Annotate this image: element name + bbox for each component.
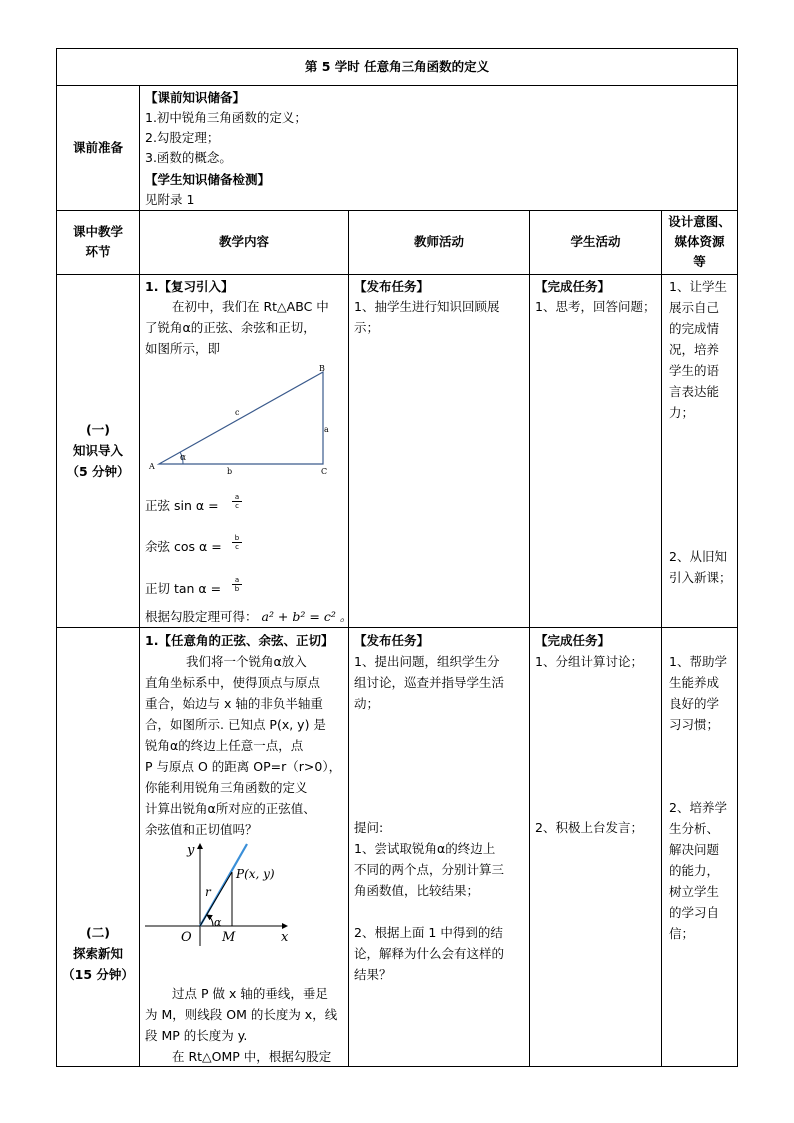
design-line: 生分析、 [669, 821, 720, 836]
content-heading: 1.【任意角的正弦、余弦、正切】 [145, 633, 334, 648]
content-line: 锐角α的终边上任意一点，点 [145, 738, 304, 753]
table-border-left [56, 48, 57, 1067]
vertex-c-label: C [321, 467, 328, 474]
fraction-numerator: b [234, 534, 240, 542]
vertex-b-label: B [319, 364, 325, 373]
content-line: 计算出锐角α所对应的正弦值、 [145, 801, 316, 816]
design-line: 习习惯； [669, 717, 720, 732]
pythagoras-line [145, 607, 352, 627]
design-line: 的完成情 [669, 321, 720, 336]
column-divider [529, 210, 530, 1067]
prep-item: 1.初中锐角三角函数的定义； [145, 110, 307, 125]
fraction-denominator: c [232, 542, 242, 551]
header-student: 学生活动 [570, 234, 621, 249]
stage-label: （5 分钟） [66, 464, 130, 479]
teacher-line: 组讨论，巡查并指导学生活 [354, 675, 505, 690]
design-line: 言表达能 [669, 384, 720, 399]
prep-item: 2.勾股定理； [145, 130, 220, 145]
table-border-right [737, 48, 738, 1067]
content-line: 段 MP 的长度为 y. [145, 1028, 248, 1043]
teacher-line: 2、根据上面 1 中得到的结 [354, 925, 503, 940]
header-design: 设计意图、 [668, 214, 731, 229]
angle-alpha-label: α [214, 916, 222, 929]
design-line: 学生的语 [669, 363, 720, 378]
coordinate-diagram [143, 838, 348, 950]
y-axis-label: y [187, 843, 195, 858]
student-heading: 【完成任务】 [535, 279, 611, 294]
origin-label: O [181, 930, 192, 945]
fraction-numerator: a [234, 493, 240, 501]
stage-label: (一) [86, 422, 110, 437]
teacher-line: 1、提出问题，组织学生分 [354, 654, 500, 669]
prep-appendix: 见附录 1 [145, 192, 195, 207]
content-line: 为 M，则线段 OM 的长度为 x，线 [145, 1007, 338, 1022]
point-m-label: M [222, 930, 236, 945]
teacher-line: 动； [354, 696, 380, 711]
content-line: 在 Rt△OMP 中，根据勾股定 [172, 1049, 332, 1064]
fraction-denominator: c [232, 501, 242, 510]
angle-alpha-label: α [180, 453, 187, 463]
prep-label: 课前准备 [72, 140, 123, 155]
pythagoras-formula: a² + b² = c² 。 [261, 609, 353, 624]
teacher-line: 结果？ [354, 967, 392, 982]
header-design: 媒体资源 [674, 234, 725, 249]
sin-label: 正弦 sin α = [145, 498, 219, 513]
tan-label: 正切 tan α = [145, 581, 222, 596]
teacher-line: 示； [354, 320, 380, 335]
triangle-diagram [145, 362, 345, 474]
header-content: 教学内容 [218, 234, 269, 249]
table-border-bottom [56, 1066, 738, 1067]
design-line: 引入新课； [669, 570, 732, 585]
student-line: 1、思考，回答问题； [535, 299, 656, 314]
design-line: 信； [669, 926, 695, 941]
prep-heading: 【学生知识储备检测】 [145, 172, 271, 187]
content-line: 如图所示，即 [145, 341, 221, 356]
content-heading: 1.【复习引入】 [145, 279, 234, 294]
student-heading: 【完成任务】 [535, 633, 611, 648]
vertex-a-label: A [149, 462, 155, 471]
content-line: 直角坐标系中，使得顶点与原点 [145, 675, 321, 690]
stage-label: 知识导入 [72, 443, 123, 458]
tan-fraction [232, 576, 242, 593]
content-line: 重合，始边与 x 轴的非负半轴重 [145, 696, 323, 711]
design-line: 况，培养 [669, 342, 720, 357]
teacher-line: 1、抽学生进行知识回顾展 [354, 299, 500, 314]
row-divider [56, 85, 738, 86]
teacher-heading: 【发布任务】 [354, 633, 430, 648]
point-p-label: P(x, y) [236, 867, 275, 881]
design-line: 的学习自 [669, 905, 720, 920]
content-line: 余弦值和正切值吗？ [145, 822, 258, 837]
fraction-numerator: a [234, 576, 240, 584]
teacher-question-heading: 提问: [354, 820, 384, 835]
stage-label: （15 分钟） [62, 967, 134, 982]
header-stage: 环节 [85, 244, 111, 259]
cos-label: 余弦 cos α = [145, 539, 222, 554]
design-line: 1、帮助学 [669, 654, 727, 669]
student-line: 1、分组计算讨论； [535, 654, 643, 669]
stage-label: (二) [86, 925, 110, 940]
column-divider [661, 210, 662, 1067]
design-line: 2、培养学 [669, 800, 727, 815]
radius-label: r [205, 885, 211, 899]
teacher-line: 不同的两个点，分别计算三 [354, 862, 505, 877]
design-line: 展示自己 [669, 300, 720, 315]
teacher-line: 论，解释为什么会有这样的 [354, 946, 505, 961]
teacher-line: 角函数值，比较结果； [354, 883, 480, 898]
design-line: 的能力， [669, 863, 720, 878]
page-title: 第 5 学时 任意角三角函数的定义 [304, 59, 490, 74]
pythagoras-prefix: 根据勾股定理可得： [145, 609, 258, 624]
design-line: 解决问题 [669, 842, 720, 857]
content-line: 我们将一个锐角α放入 [186, 654, 307, 669]
design-line: 生能养成 [669, 675, 720, 690]
side-a-label: a [324, 425, 329, 434]
cos-fraction [232, 534, 242, 551]
design-line: 良好的学 [669, 696, 720, 711]
content-line: 你能利用锐角三角函数的定义 [145, 780, 308, 795]
student-line: 2、积极上台发言； [535, 820, 643, 835]
design-line: 1、让学生 [669, 279, 727, 294]
content-line: 合，如图所示. 已知点 P(x, y) 是 [145, 717, 326, 732]
content-line: P 与原点 O 的距离 OP=r（r>0）， [145, 759, 342, 774]
row-divider [56, 210, 738, 211]
design-line: 2、从旧知 [669, 549, 727, 564]
side-c-label: c [235, 408, 240, 417]
header-design: 等 [693, 254, 706, 269]
content-line: 在初中，我们在 Rt△ABC 中 [172, 299, 329, 314]
header-stage: 课中教学 [72, 224, 123, 239]
design-line: 树立学生 [669, 884, 720, 899]
row-divider [56, 627, 738, 628]
prep-item: 3.函数的概念。 [145, 150, 232, 165]
table-border-top [56, 48, 738, 49]
design-line: 力； [669, 405, 695, 420]
fraction-denominator: b [232, 584, 242, 593]
content-line: 了锐角α的正弦、余弦和正切， [145, 320, 316, 335]
teacher-heading: 【发布任务】 [354, 279, 430, 294]
prep-heading: 【课前知识储备】 [145, 90, 246, 105]
stage-label: 探索新知 [72, 946, 123, 961]
x-axis-label: x [281, 930, 289, 945]
teacher-line: 1、尝试取锐角α的终边上 [354, 841, 496, 856]
row-divider [56, 274, 738, 275]
content-line: 过点 P 做 x 轴的垂线，垂足 [172, 986, 328, 1001]
side-b-label: b [227, 467, 233, 474]
header-teacher: 教师活动 [413, 234, 464, 249]
sin-fraction [232, 493, 242, 510]
column-divider [348, 210, 349, 1067]
